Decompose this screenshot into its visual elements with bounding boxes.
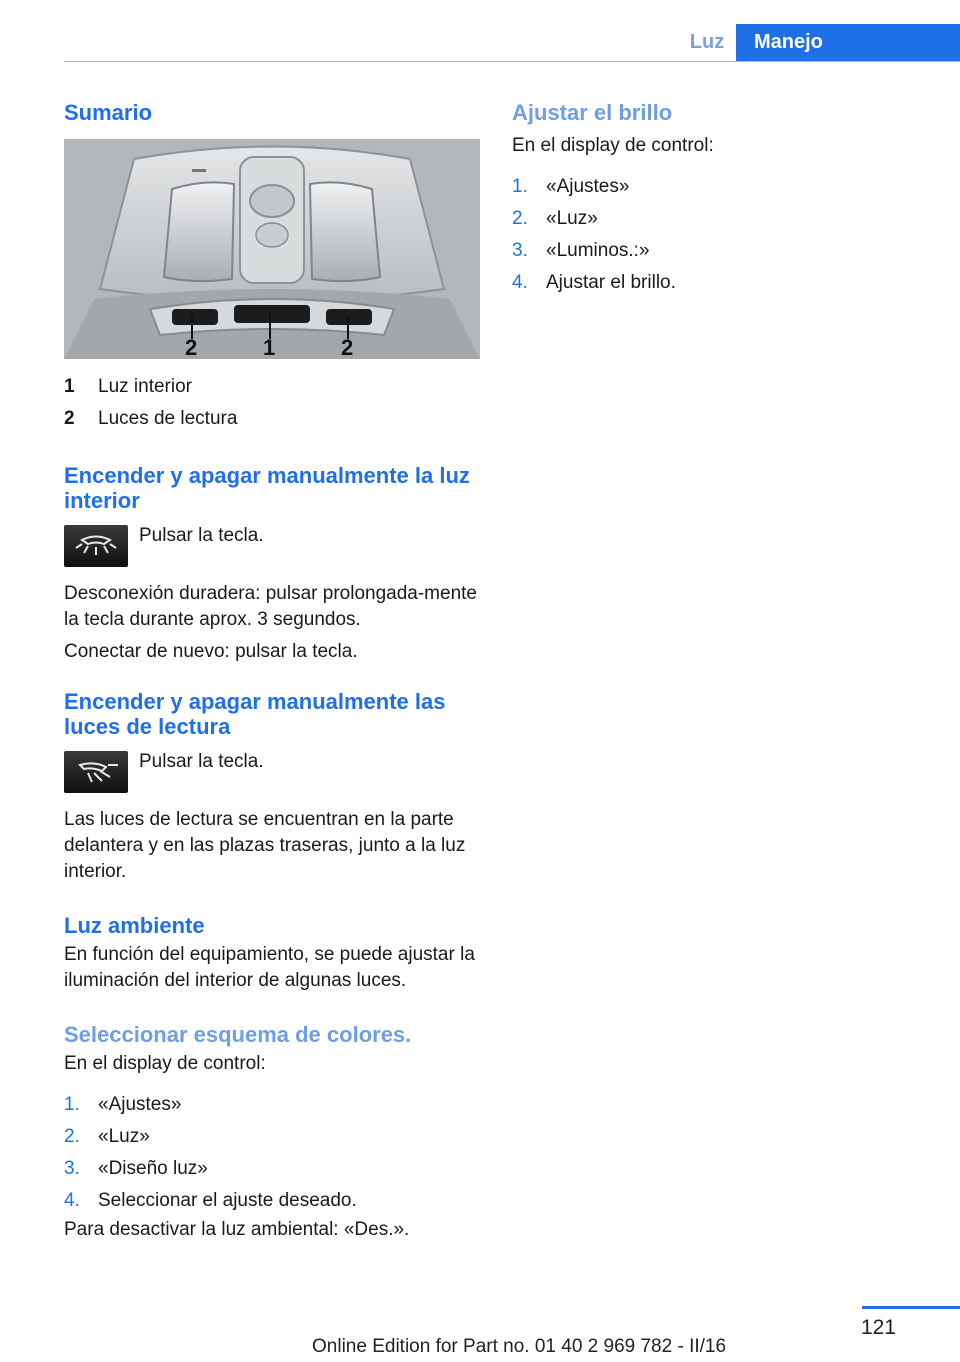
interior-light-key-text: Pulsar la tecla. — [139, 525, 264, 546]
legend-number: 2 — [64, 408, 75, 429]
interior-light-key-icon — [64, 525, 128, 567]
brightness-heading: Ajustar el brillo — [512, 100, 673, 125]
figure-label-reading-left: 2 — [185, 335, 198, 359]
list-number: 3. — [512, 240, 528, 261]
list-text: «Luminos.:» — [546, 240, 650, 261]
interior-light-paragraph-2: Conectar de nuevo: pulsar la tecla. — [64, 641, 358, 662]
list-item — [512, 203, 912, 235]
list-number: 3. — [64, 1158, 80, 1179]
legend-item — [64, 371, 480, 403]
color-scheme-intro: En el display de control: — [64, 1053, 266, 1074]
legend-text: Luces de lectura — [98, 408, 238, 429]
reading-light-paragraph: Las luces de lectura se encuentran en la parte delantera y en las plazas traseras, junto a la luz interior. — [64, 809, 466, 882]
list-number: 2. — [64, 1126, 80, 1147]
header-section-tab[interactable]: Luz — [689, 31, 725, 53]
list-item — [512, 171, 912, 203]
footer-rule — [862, 1306, 960, 1309]
list-item — [64, 1121, 480, 1153]
list-text: «Ajustes» — [98, 1094, 182, 1115]
legend-text: Luz interior — [98, 376, 192, 397]
interior-light-heading: Encender y apagar manualmente la luz interior — [64, 463, 470, 513]
page-number: 121 — [860, 1316, 896, 1339]
overhead-console-illustration — [64, 139, 480, 359]
header-chapter-tab[interactable]: Manejo — [736, 24, 960, 61]
figure-label-reading-right: 2 — [341, 335, 354, 359]
ambient-light-paragraph: En función del equipamiento, se puede ajustar la iluminación del interior de algunas luces. — [64, 944, 475, 991]
reading-light-heading: Encender y apagar manualmente las luces de lectura — [64, 689, 446, 739]
brightness-intro: En el display de control: — [512, 135, 714, 156]
reading-light-key-text: Pulsar la tecla. — [139, 751, 264, 772]
left-column — [64, 100, 480, 1243]
list-number: 1. — [64, 1094, 80, 1115]
list-text: Seleccionar el ajuste deseado. — [98, 1190, 357, 1211]
legend-item — [64, 403, 480, 435]
right-column — [512, 100, 912, 299]
list-number: 4. — [64, 1190, 80, 1211]
color-scheme-steps — [64, 1089, 480, 1217]
overhead-console-figure — [64, 139, 480, 359]
edition-line: Online Edition for Part no. 01 40 2 969 782 - II/16 — [312, 1336, 727, 1357]
reading-light-key-icon — [64, 751, 128, 793]
legend-number: 1 — [64, 376, 75, 397]
list-text: «Luz» — [98, 1126, 150, 1147]
color-scheme-outro: Para desactivar la luz ambiental: «Des.». — [64, 1219, 410, 1240]
color-scheme-heading: Seleccionar esquema de colores. — [64, 1022, 412, 1047]
list-text: Ajustar el brillo. — [546, 272, 676, 293]
figure-label-interior: 1 — [263, 335, 276, 359]
interior-light-paragraph-1: Desconexión duradera: pulsar prolongada‐mente la tecla durante aprox. 3 segundos. — [64, 583, 477, 630]
reading-light-key-row — [64, 751, 480, 793]
list-number: 1. — [512, 176, 528, 197]
interior-light-key-row — [64, 525, 480, 567]
figure-legend — [64, 371, 480, 435]
list-item — [512, 267, 912, 299]
list-number: 2. — [512, 208, 528, 229]
list-item — [64, 1153, 480, 1185]
list-text: «Diseño luz» — [98, 1158, 208, 1179]
list-text: «Ajustes» — [546, 176, 630, 197]
list-number: 4. — [512, 272, 528, 293]
brightness-steps — [512, 171, 912, 299]
list-text: «Luz» — [546, 208, 598, 229]
summary-heading: Sumario — [64, 100, 153, 125]
list-item — [512, 235, 912, 267]
list-item — [64, 1089, 480, 1121]
ambient-light-heading: Luz ambiente — [64, 913, 205, 938]
header-rule — [64, 61, 960, 62]
list-item — [64, 1185, 480, 1217]
